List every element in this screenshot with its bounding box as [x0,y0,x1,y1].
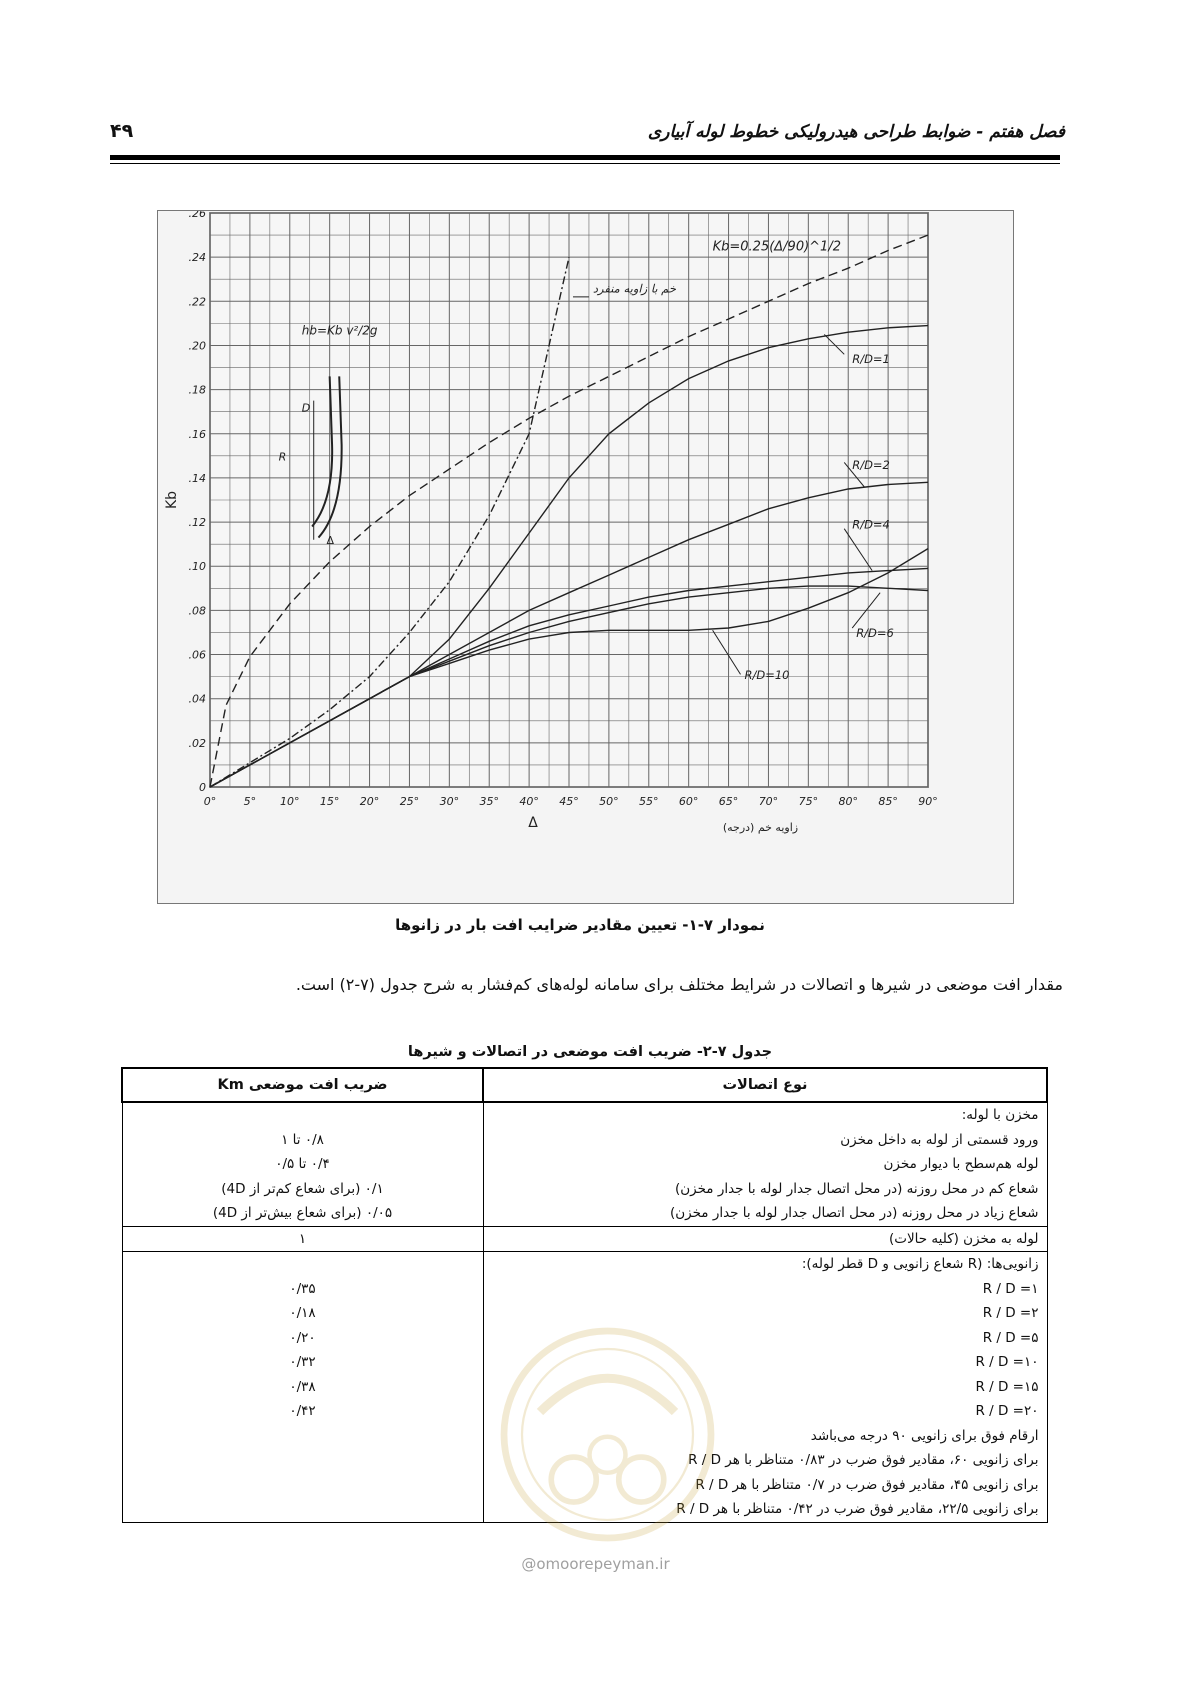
header-rule-thin [110,163,1060,164]
km-value: ۰/۴ تا ۰/۵ [275,1156,330,1172]
y-tick-label: .16 [188,427,206,441]
page-number: ۴۹ [110,120,134,142]
fitting-label: شعاع کم در محل روزنه (در محل اتصال جدار لوله با جدار مخزن) [674,1180,1039,1197]
series-label: R/D=2 [852,458,890,473]
km-value: ۰/۰۵ (برای شعاع بیش‌تر از 4D) [212,1205,393,1221]
y-axis-label: Kb [164,490,180,510]
km-value: ۰/۱۸ [289,1305,316,1321]
col-header-km: ضریب افت موضعی Km [122,1068,483,1102]
y-tick-label: .02 [188,736,206,750]
website-watermark: @omoorepeyman.ir [521,1555,670,1573]
x-tick-label: 5° [243,795,257,808]
y-tick-label: .20 [188,339,206,353]
fitting-label: زانویی‌ها: (R شعاع زانویی و D قطر لوله): [801,1256,1039,1272]
km-value: ۰/۳۵ [289,1280,316,1297]
x-tick-label: 45° [559,795,579,808]
x-tick-label: 25° [399,795,420,808]
fitting-label: برای زانویی ۶۰، مقادیر فوق ضرب در ۰/۸۳ متناظر با هر R / D [688,1452,1039,1468]
fitting-cell [483,1102,1047,1226]
fitting-label: R / D =۲۰ [975,1403,1039,1419]
fitting-label: R / D =۲ [982,1305,1039,1321]
formula-kb: Kb=0.25(Δ/90)^1/2 [712,239,841,255]
body-paragraph: مقدار افت موضعی در شیرها و اتصالات در شرایط مختلف برای سامانه لوله‌های کم‌فشار به شرح جدول (۷-۲) است. [295,975,1063,994]
y-tick-label: .10 [188,560,206,574]
fitting-label: R / D =۵ [982,1329,1039,1346]
series-label: R/D=4 [852,517,890,532]
km-value: ۱ [298,1230,307,1247]
km-value [123,1103,483,1128]
fitting-label: R / D =۱ [982,1280,1039,1297]
km-value [123,1497,483,1522]
fitting-label: لوله هم‌سطح با دیوار مخزن [883,1156,1039,1172]
y-tick-label: .06 [188,648,206,662]
km-value [123,1424,483,1449]
fitting-label: شعاع زیاد در محل روزنه (در محل اتصال جدار لوله با جدار مخزن) [669,1205,1039,1221]
watermark-logo [495,1322,720,1547]
series-label: خم با زاویه منفرد [592,281,676,296]
y-tick-label: 0 [199,781,206,794]
y-tick-label: .18 [188,383,206,397]
km-cell [122,1226,483,1252]
fitting-label: برای زانویی ۲۲/۵، مقادیر فوق ضرب در ۰/۴۲ متناظر با هر R / D [676,1501,1039,1517]
x-tick-label: 90° [918,795,938,808]
x-tick-label: 55° [639,795,659,808]
x-axis-label-fa: زاویه خم (درجه) [722,821,799,834]
x-tick-label: 10° [280,795,300,808]
table-section [122,1226,1047,1252]
pipe-r-label: R [278,450,287,464]
x-tick-label: 40° [519,795,539,808]
x-tick-label: 0° [203,795,217,808]
x-tick-label: 60° [678,795,699,808]
y-tick-label: .08 [188,604,206,618]
y-tick-label: .04 [188,692,206,706]
fitting-label: ارقام فوق برای زانویی ۹۰ درجه می‌باشد [810,1427,1039,1444]
x-tick-label: 80° [838,795,858,808]
km-value [123,1473,483,1498]
y-tick-label: .24 [188,251,206,265]
x-tick-label: 85° [878,795,898,808]
y-tick-label: .14 [188,471,206,485]
header-rule [110,155,1060,160]
km-cell [122,1102,483,1226]
bend-loss-chart [157,210,1014,904]
fitting-label: مخزن با لوله: [961,1107,1039,1123]
col-header-fitting: نوع اتصالات [483,1068,1047,1102]
fitting-label: لوله به مخزن (کلیه حالات) [888,1230,1039,1247]
table-section [122,1102,1047,1226]
y-tick-label: .12 [188,516,206,530]
x-tick-label: 75° [798,795,819,808]
y-tick-label: .22 [188,295,206,309]
x-tick-label: 15° [319,795,340,808]
fitting-label: R / D =۱۰ [975,1354,1039,1370]
fitting-cell [483,1226,1047,1252]
pipe-d-label: D [301,401,311,415]
series-label: R/D=6 [856,625,894,640]
km-value: ۰/۱ (برای شعاع کم‌تر از 4D) [221,1180,384,1197]
x-tick-label: 30° [439,795,460,808]
fitting-label: ورود قسمتی از لوله به داخل مخزن [840,1131,1039,1148]
km-value: ۰/۴۲ [289,1403,316,1419]
chapter-title: فصل هفتم - ضوابط طراحی هیدرولیکی خطوط لوله آبیاری [647,122,1065,142]
fitting-label: R / D =۱۵ [975,1378,1039,1395]
pipe-angle-label: Δ [326,534,335,548]
table-title: جدول ۷-۲- ضریب افت موضعی در اتصالات و شیرها [407,1044,773,1060]
series-label: R/D=10 [744,667,790,682]
x-axis-label: Δ [528,815,538,831]
x-tick-label: 35° [479,795,499,808]
x-tick-label: 65° [718,795,739,808]
figure-caption: نمودار ۷-۱- تعیین مقادیر ضرایب افت بار در زانوها [395,916,765,934]
x-tick-label: 20° [359,795,380,808]
x-tick-label: 70° [758,795,779,808]
fitting-label: برای زانویی ۴۵، مقادیر فوق ضرب در ۰/۷ متناظر با هر R / D [695,1476,1039,1493]
chart-svg [158,211,1013,903]
formula-hb: hb=Kb v²/2g [301,323,378,338]
km-value: ۰/۸ تا ۱ [281,1131,324,1148]
x-tick-label: 50° [599,795,619,808]
km-value: ۰/۳۲ [289,1354,316,1370]
km-value: ۰/۲۰ [289,1329,316,1346]
km-cell [122,1252,483,1523]
km-value [123,1252,483,1277]
km-value: ۰/۳۸ [289,1378,316,1395]
km-value [123,1448,483,1473]
series-label: R/D=1 [852,352,890,367]
y-tick-label: .26 [188,211,206,220]
